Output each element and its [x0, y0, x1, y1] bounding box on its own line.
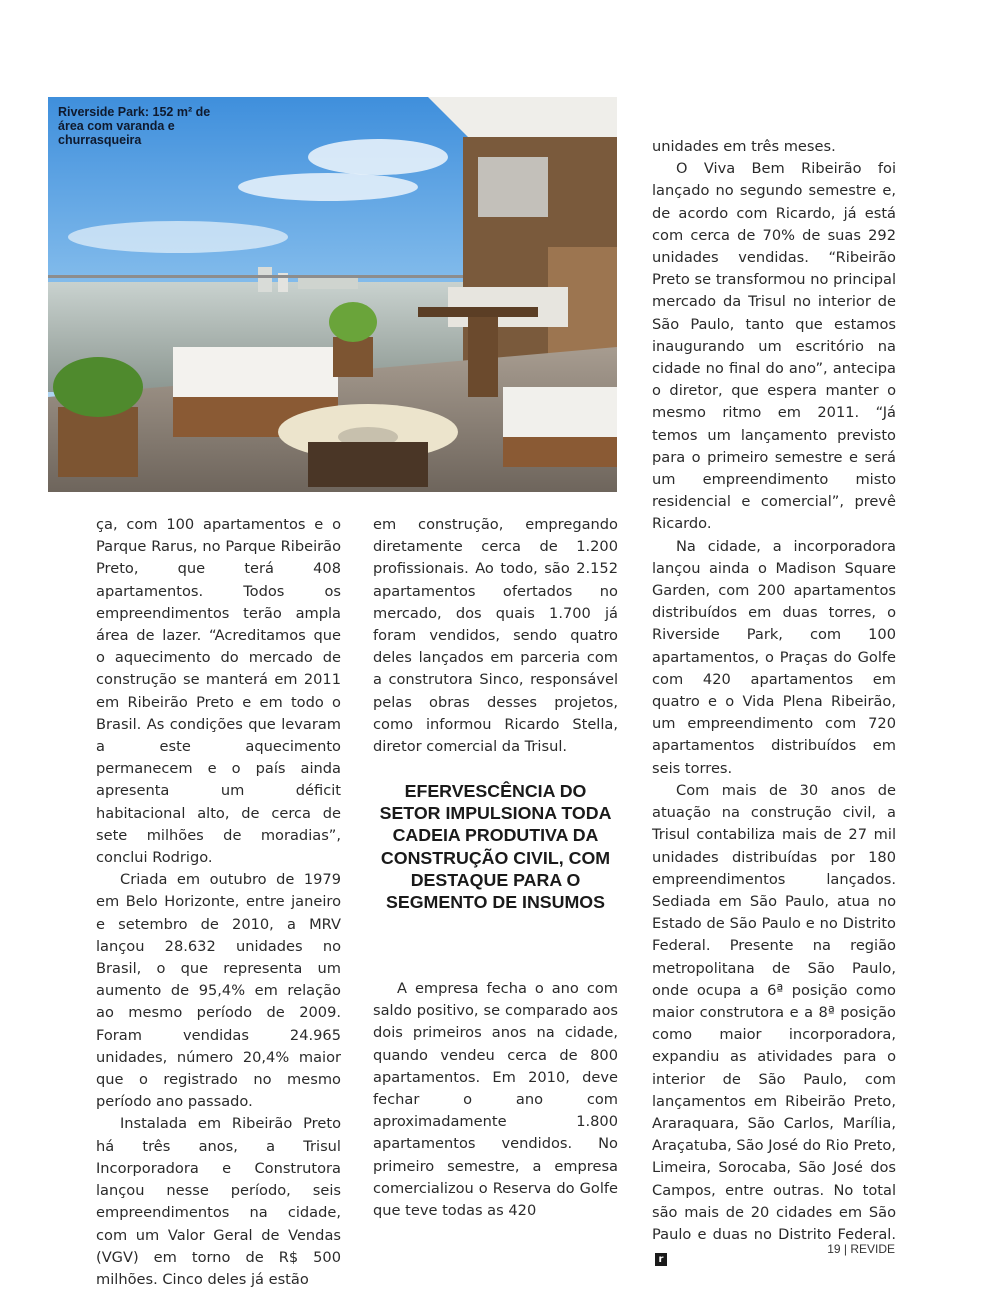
page-folio: 19 | REVIDE [827, 1242, 895, 1256]
paragraph: Criada em outubro de 1979 em Belo Horizonte, entre janeiro e setembro de 2010, a MRV lançou 28.632 unidades no Brasil, o que representa um aumento de 95,4% em relação ao mesmo período de 2009. Foram vendidas 24.965 unidades, número 20,4% maior que o registrado no mesmo período ano passado. [96, 871, 341, 1111]
paragraph [652, 780, 896, 1268]
paragraph: em construção, empregando diretamente cerca de 1.200 profissionais. Ao todo, são 2.152 apartamentos ofertados no mercado, dos quais 1.700 já foram vendidos, sendo quatro deles lançados em parceria com a construtora Sinco, responsável pelas obras desses projetos, como informou Ricardo Stella, diretor comercial da Trisul. [373, 516, 618, 756]
photo-caption: Riverside Park: 152 m² de área com varanda e churrasqueira [58, 105, 211, 147]
balcony-render [48, 97, 617, 492]
paragraph: A empresa fecha o ano com saldo positivo, se comparado aos dois primeiros anos na cidade, quando vendeu cerca de 800 apartamentos. Em 2010, deve fechar o ano com aproximadamente 1.800 apartamentos vendidos. No primeiro semestre, a empresa comercializou o Reserva do Golfe que teve todas as 420 [373, 980, 618, 1220]
paragraph: ça, com 100 apartamentos e o Parque Rarus, no Parque Ribeirão Preto, que terá 408 apartamentos. Todos os empreendimentos terão ampla área de lazer. “Acreditamos que o aquecimento do mercado de construção se manterá em 2011 em Ribeirão Preto e em todo o Brasil. As condições que levaram a este aquecimento permanecem e o país ainda apresenta um déficit habitacional alto, de cerca de sete milhões de moradias”, conclui Rodrigo. [96, 516, 341, 867]
article-column-2-continued [373, 978, 618, 1222]
paragraph: Instalada em Ribeirão Preto há três anos, a Trisul Incorporadora e Construtora lançou nesse período, seis empreendimentos na cidade, com um Valor Geral de Vendas (VGV) em torno de R$ 500 milhões. Cinco deles já estão [96, 1115, 341, 1288]
balcony-photo [48, 97, 617, 492]
paragraph: unidades em três meses. [652, 138, 836, 155]
paragraph: Na cidade, a incorporadora lançou ainda o Madison Square Garden, com 200 apartamentos distribuídos em duas torres, o Riverside Park, com 100 apartamentos, o Praças do Golfe com 420 apartamentos em quatro e o Vida Plena Ribeirão, um empreendimento com 720 apartamentos distribuídos em seis torres. [652, 537, 896, 777]
article-column-2 [373, 514, 618, 758]
paragraph: O Viva Bem Ribeirão foi lançado no segundo semestre e, de acordo com Ricardo, já está com cerca de 70% de suas 292 unidades vendidas. “Ribeirão Preto se transformou no principal mercado da Trisul no interior de São Paulo, tanto que estamos inaugurando um escritório na cidade no final do ano”, antecipa o diretor, que espera manter o mesmo ritmo em 2011. “Já temos um lançamento previsto para o primeiro semestre e será um empreendimento misto residencial e comercial”, prevê Ricardo. [652, 160, 896, 533]
section-headline: EFERVESCÊNCIA DO SETOR IMPULSIONA TODA CADEIA PRODUTIVA DA CONSTRUÇÃO CIVIL, COM DESTAQUE PARA O SEGMENTO DE INSUMOS [379, 781, 612, 913]
article-column-3 [652, 136, 896, 1268]
paragraph-text: Com mais de 30 anos de atuação na construção civil, a Trisul contabiliza mais de 27 mil unidades distribuídas por 180 empreendimentos lançados. Sediada em São Paulo, atua no Estado de São Paulo e no Distrito Federal. Presente na região metropolitana de São Paulo, onde ocupa a 6ª posição como maior construtora e a 8ª posição como maior incorporadora, expandiu as atividades para o interior de São Paulo, com lançamentos em Ribeirão Preto, Araraquara, São Carlos, Marília, Araçatuba, São José do Rio Preto, Limeira, Sorocaba, São José dos Campos, entre outras. No total são mais de 20 cidades em São Paulo e duas no Distrito Federal. [652, 781, 896, 1243]
article-column-1 [96, 514, 341, 1291]
end-of-article-icon: r [655, 1253, 667, 1266]
